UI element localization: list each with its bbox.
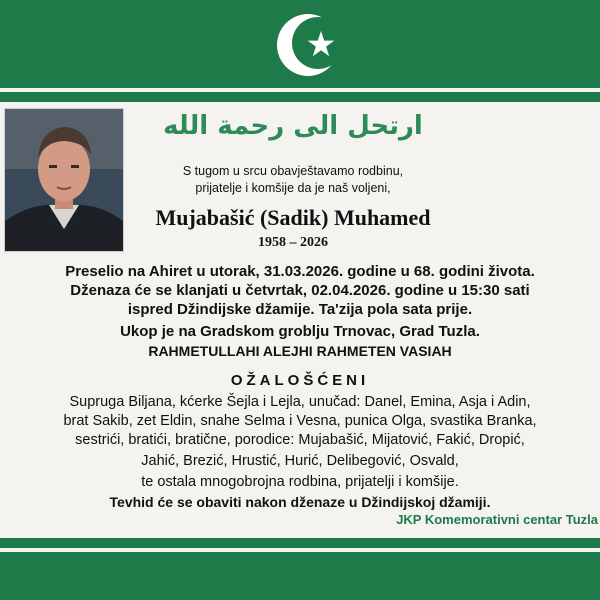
deceased-name: Mujabašić (Sadik) Muhamed [155, 205, 431, 230]
mourners-line-3: sestrići, bratići, bratične, porodice: Mujabašić, Mijatović, Fakić, Dropić, [75, 432, 525, 448]
detail-line-1: Preselio na Ahiret u utorak, 31.03.2026. godine u 68. godini života. [65, 263, 535, 280]
mourners-line-5: te ostala mnogobrojna rodbina, prijatelji i komšije. [141, 474, 459, 490]
deceased-years: 1958 – 2026 [258, 235, 328, 250]
detail-line-2: Dženaza će se klanjati u četvrtak, 02.04.2026. godine u 15:30 sati [70, 282, 530, 299]
portrait-photo [4, 108, 124, 252]
mourners-line-4: Jahić, Brezić, Hrustić, Hurić, Delibegović, Osvald, [141, 453, 459, 469]
intro-text [128, 163, 458, 197]
tevhid-notice: Tevhid će se obaviti nakon dženaze u Džindijskoj džamiji. [109, 494, 491, 510]
calligraphy-text: ارتحل الى رحمة الله [163, 111, 423, 141]
mourners-line-2: brat Sakib, zet Eldin, snahe Selma i Vesna, punica Olga, svastika Branka, [63, 413, 537, 429]
mourners-line-1: Supruga Biljana, kćerke Šejla i Lejla, unučad: Danel, Emina, Asja i Adin, [69, 394, 531, 410]
arabic-calligraphy [163, 98, 423, 148]
footer-stripe [0, 538, 600, 548]
detail-line-4: Ukop je na Gradskom groblju Trnovac, Grad Tuzla. [120, 323, 480, 340]
intro-line-2: prijatelje i komšije da je naš voljeni, [195, 181, 391, 195]
organization-name: JKP Komemorativni centar Tuzla [396, 512, 598, 527]
dua-line: RAHMETULLAHI ALEJHI RAHMETEN VASIAH [148, 343, 452, 359]
detail-line-3: ispred Džindijske džamije. Ta'zija pola sata prije. [127, 301, 473, 318]
crescent-star-icon [275, 10, 345, 80]
footer-band [0, 552, 600, 600]
mourners-heading: OŽALOŠĆENI [230, 372, 370, 389]
portrait-image [5, 109, 123, 251]
intro-line-1: S tugom u srcu obavještavamo rodbinu, [182, 164, 404, 178]
